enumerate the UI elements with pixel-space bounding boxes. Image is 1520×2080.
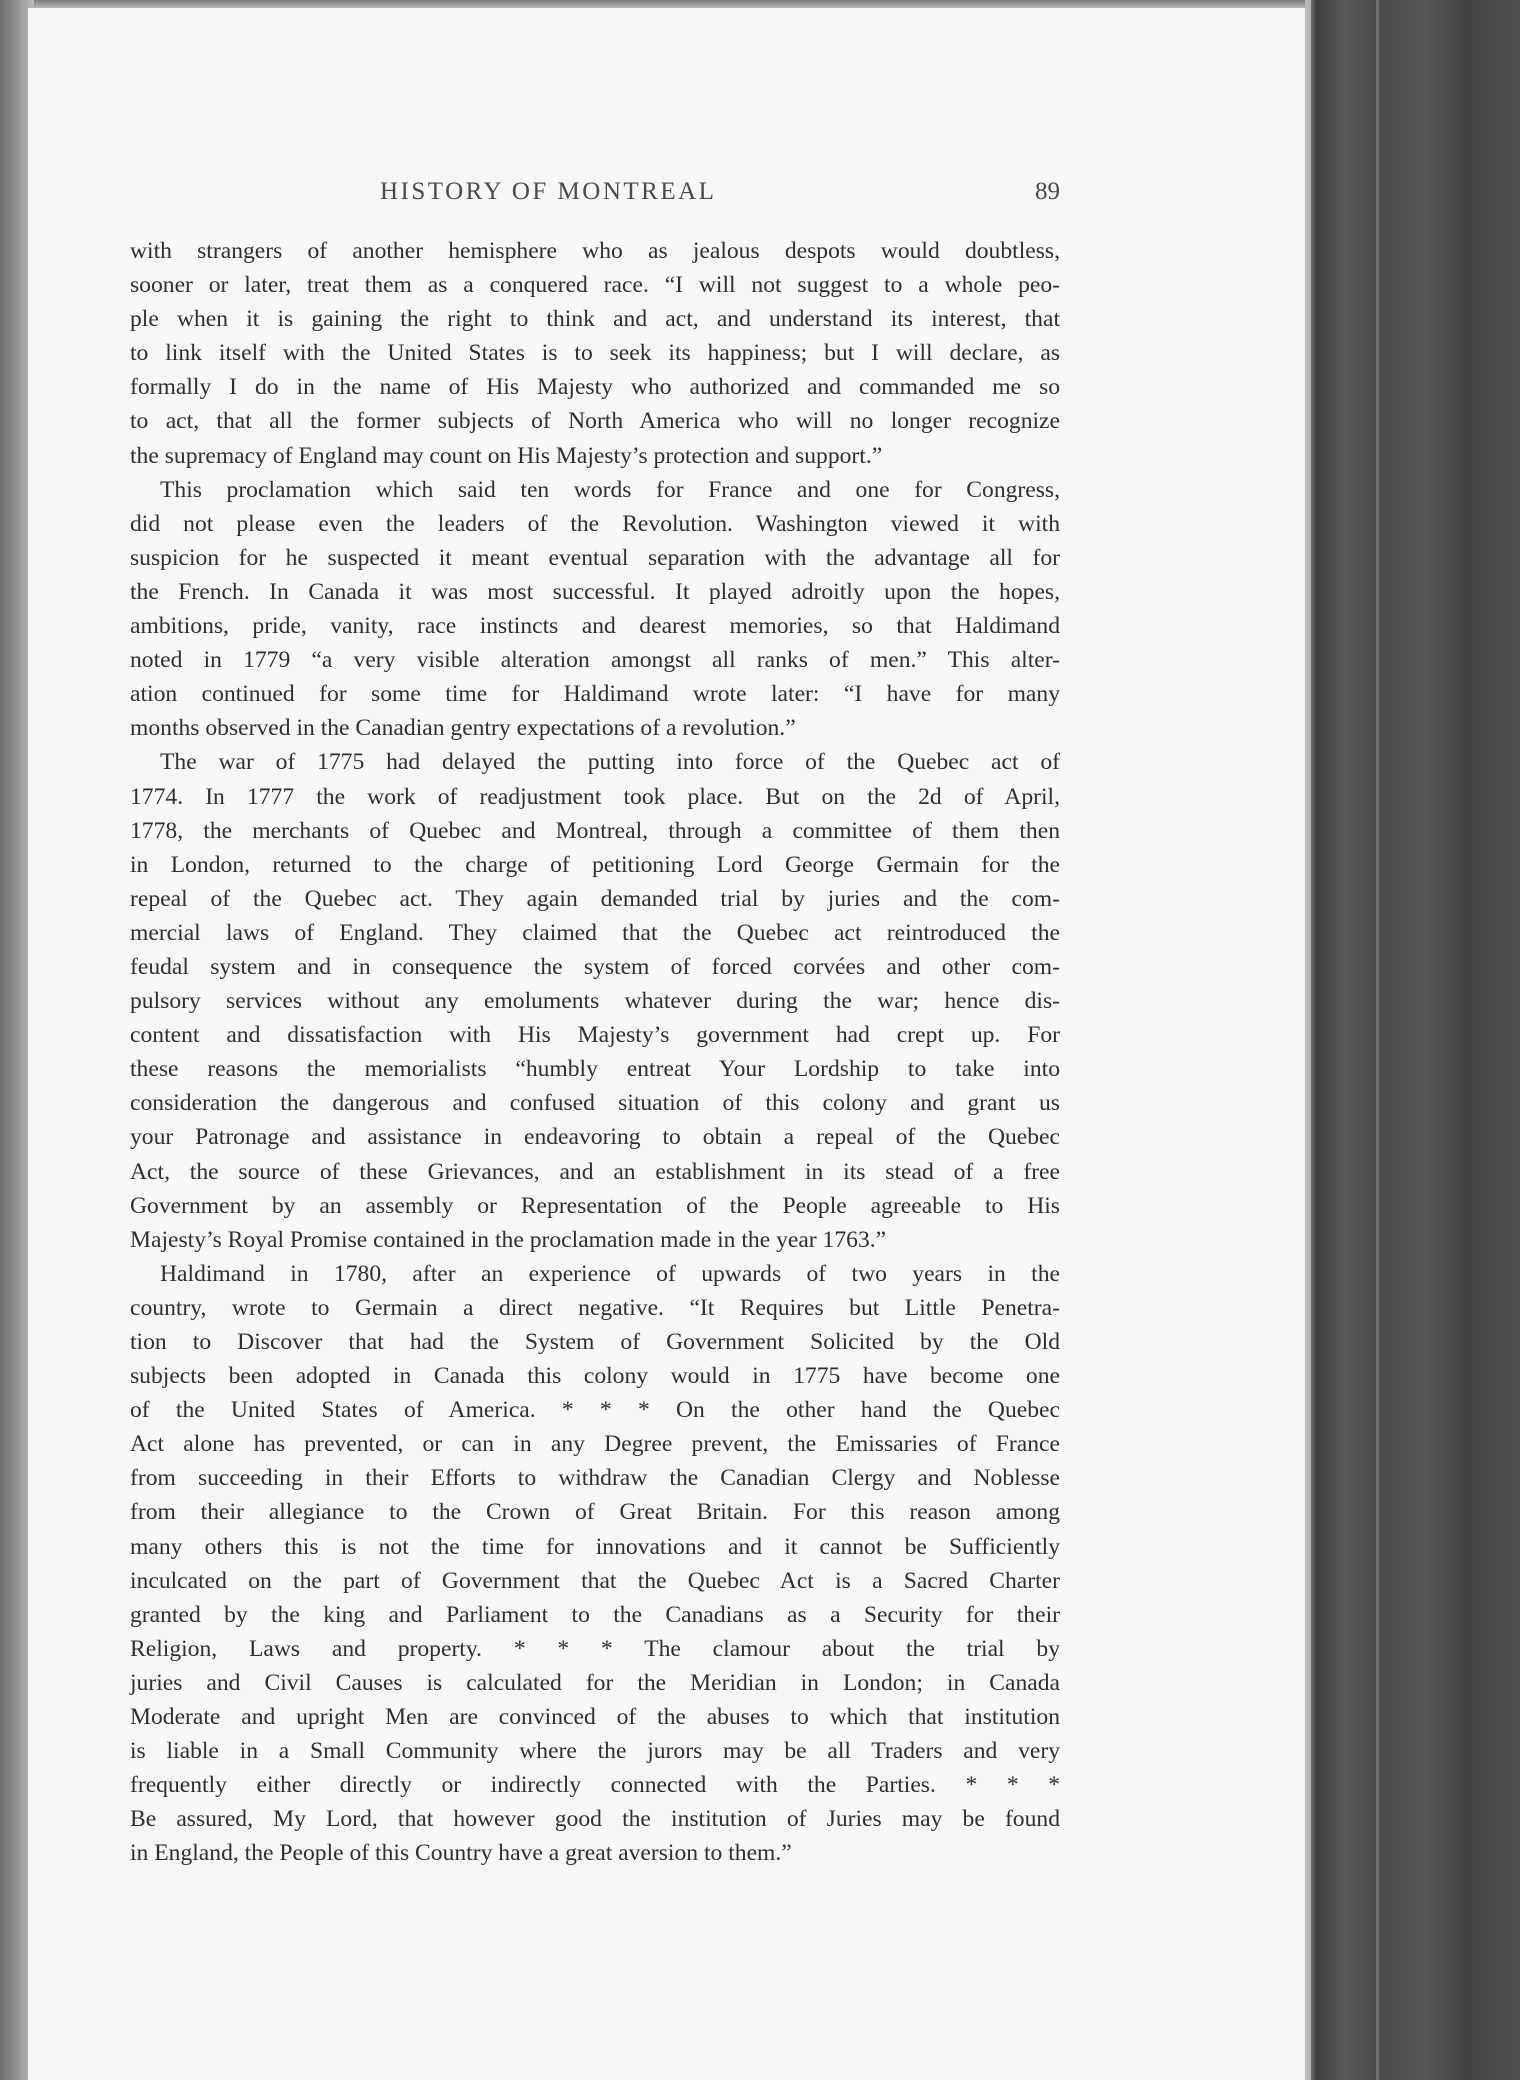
text-line: did not please even the leaders of the Revolution. Washington viewed it with: [130, 510, 1060, 537]
text-line: Government by an assembly or Representation of the People agreeable to His: [130, 1192, 1060, 1219]
paragraph: [130, 234, 1060, 473]
paragraph: [130, 1257, 1060, 1871]
text-line: Religion, Laws and property. * * * The clamour about the trial by: [130, 1635, 1060, 1662]
text-line: ple when it is gaining the right to think and act, and understand its interest, that: [130, 306, 1060, 333]
text-line: noted in 1779 “a very visible alteration amongst all ranks of men.” This alter-: [130, 647, 1060, 674]
text-line: Majesty’s Royal Promise contained in the proclamation made in the year 1763.”: [130, 1226, 887, 1253]
text-line: ambitions, pride, vanity, race instincts and dearest memories, so that Haldimand: [130, 613, 1060, 640]
text-line: suspicion for he suspected it meant eventual separation with the advantage all for: [130, 544, 1060, 571]
binding-crease: [1376, 0, 1379, 2080]
paragraph: [130, 745, 1060, 1256]
book-binding: [1305, 0, 1520, 2080]
text-line: Be assured, My Lord, that however good the institution of Juries may be found: [130, 1806, 1060, 1833]
text-line: frequently either directly or indirectly connected with the Parties. * * *: [130, 1772, 1060, 1799]
text-line: many others this is not the time for innovations and it cannot be Sufficiently: [130, 1533, 1060, 1560]
text-line: with strangers of another hemisphere who as jealous despots would doubtless,: [130, 238, 1060, 264]
text-line: juries and Civil Causes is calculated for the Meridian in London; in Canada: [130, 1669, 1060, 1696]
text-line: Act, the source of these Grievances, and an establishment in its stead of a free: [130, 1158, 1060, 1185]
page-edge: [1305, 0, 1311, 2080]
text-line: tion to Discover that had the System of Government Solicited by the Old: [130, 1329, 1060, 1355]
text-line: the French. In Canada it was most successful. It played adroitly upon the hopes,: [130, 578, 1060, 605]
text-line: Act alone has prevented, or can in any Degree prevent, the Emissaries of France: [130, 1431, 1060, 1458]
text-line: sooner or later, treat them as a conquered race. “I will not suggest to a whole peo-: [130, 272, 1060, 299]
body-text: [130, 234, 1060, 1871]
text-line: 1778, the merchants of Quebec and Montreal, through a committee of them then: [130, 817, 1060, 844]
text-line: months observed in the Canadian gentry expectations of a revolution.”: [130, 715, 796, 742]
text-line: from their allegiance to the Crown of Great Britain. For this reason among: [130, 1499, 1060, 1526]
text-line: the supremacy of England may count on His Majesty’s protection and support.”: [130, 442, 883, 469]
text-line: content and dissatisfaction with His Majesty’s government had crept up. For: [130, 1022, 1060, 1049]
text-line: This proclamation which said ten words for France and one for Congress,: [160, 476, 1060, 503]
text-line: formally I do in the name of His Majesty who authorized and commanded me so: [130, 374, 1060, 401]
text-line: 1774. In 1777 the work of readjustment took place. But on the 2d of April,: [130, 783, 1060, 810]
text-line: of the United States of America. * * * On the other hand the Quebec: [130, 1397, 1060, 1424]
text-line: granted by the king and Parliament to the Canadians as a Security for their: [130, 1601, 1060, 1628]
text-line: feudal system and in consequence the system of forced corvées and other com-: [130, 953, 1060, 980]
text-line: your Patronage and assistance in endeavoring to obtain a repeal of the Quebec: [130, 1124, 1060, 1151]
text-line: subjects been adopted in Canada this colony would in 1775 have become one: [130, 1363, 1060, 1390]
text-line: to act, that all the former subjects of North America who will no longer recognize: [130, 408, 1060, 435]
text-line: The war of 1775 had delayed the putting into force of the Quebec act of: [160, 749, 1060, 776]
text-line: pulsory services without any emoluments whatever during the war; hence dis-: [130, 988, 1060, 1015]
text-line: repeal of the Quebec act. They again demanded trial by juries and the com-: [130, 885, 1060, 912]
text-line: is liable in a Small Community where the jurors may be all Traders and very: [130, 1738, 1060, 1765]
page-header: [130, 178, 1060, 218]
paragraph: [130, 473, 1060, 746]
text-line: mercial laws of England. They claimed that the Quebec act reintroduced the: [130, 919, 1060, 946]
text-line: country, wrote to Germain a direct negative. “It Requires but Little Penetra-: [130, 1294, 1060, 1321]
text-line: consideration the dangerous and confused situation of this colony and grant us: [130, 1090, 1060, 1117]
text-line: Haldimand in 1780, after an experience of upwards of two years in the: [160, 1260, 1060, 1287]
text-line: inculcated on the part of Government that the Quebec Act is a Sacred Charter: [130, 1567, 1060, 1594]
text-line: Moderate and upright Men are convinced of the abuses to which that institution: [130, 1704, 1060, 1731]
text-line: from succeeding in their Efforts to withdraw the Canadian Clergy and Noblesse: [130, 1465, 1060, 1492]
page-number: 89: [1035, 178, 1060, 205]
text-line: these reasons the memorialists “humbly entreat Your Lordship to take into: [130, 1056, 1060, 1083]
text-line: in London, returned to the charge of petitioning Lord George Germain for the: [130, 851, 1060, 878]
text-line: in England, the People of this Country have a great aversion to them.”: [130, 1840, 792, 1867]
text-line: to link itself with the United States is to seek its happiness; but I will declare, as: [130, 340, 1060, 367]
text-line: ation continued for some time for Haldimand wrote later: “I have for many: [130, 681, 1060, 708]
running-title: HISTORY OF MONTREAL: [380, 178, 717, 205]
